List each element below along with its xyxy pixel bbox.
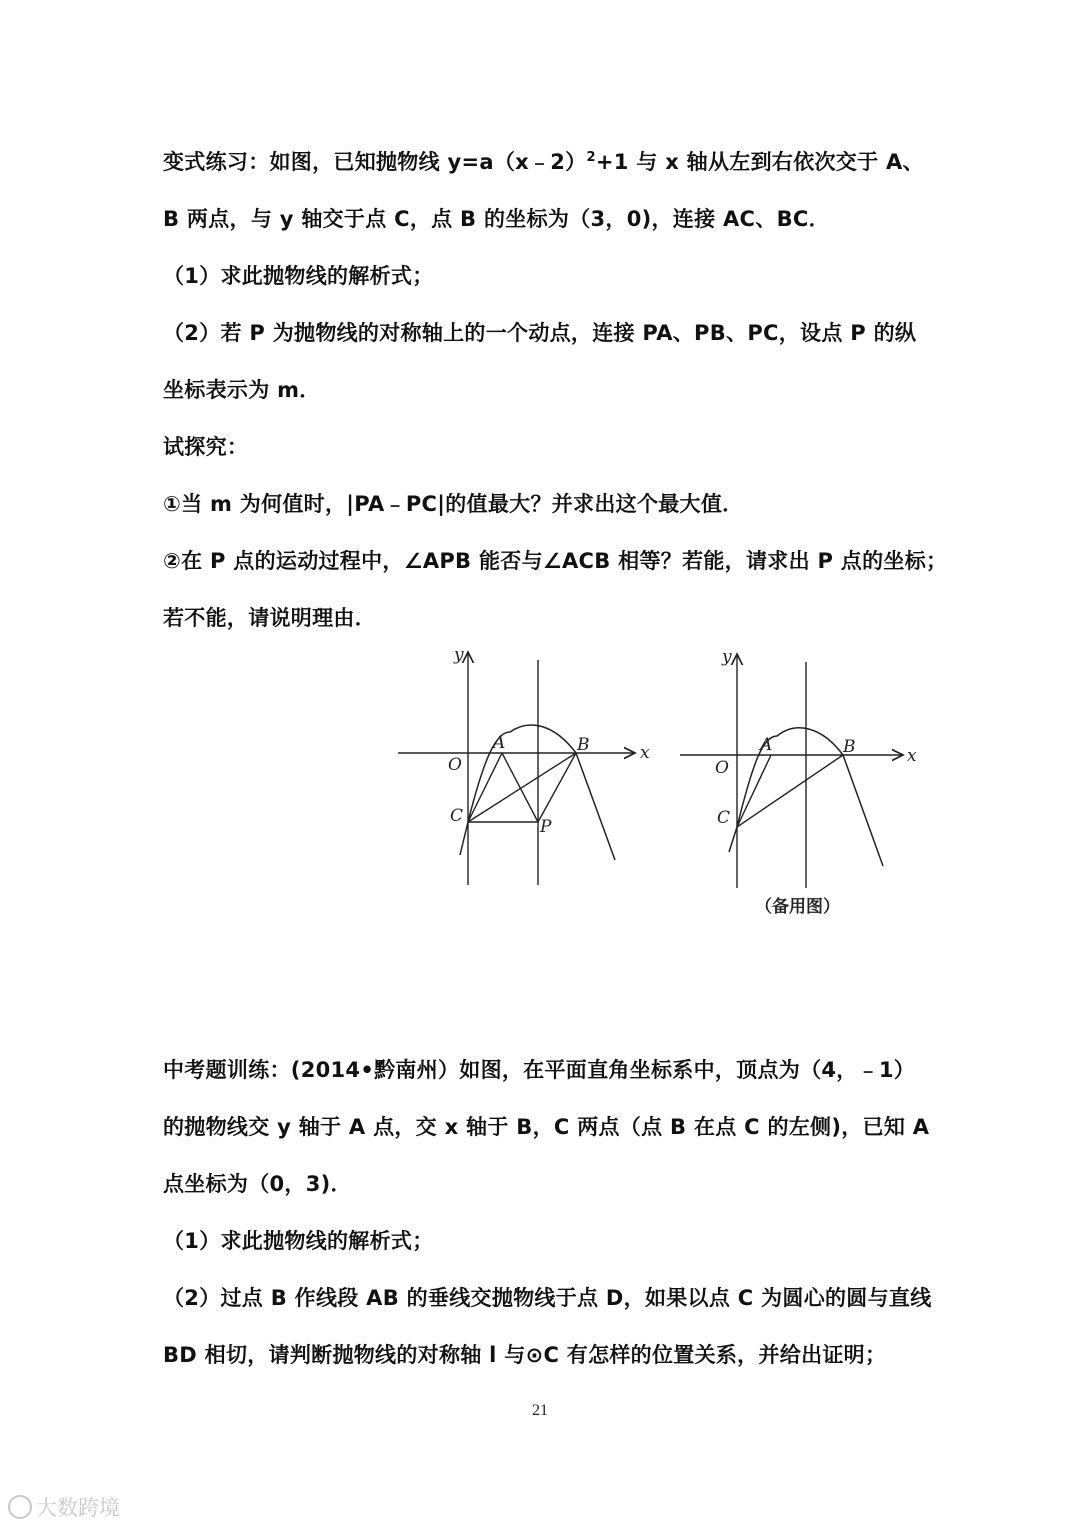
label-y: y bbox=[454, 645, 464, 665]
label-o: O bbox=[715, 758, 729, 778]
parabola-figure-spare bbox=[665, 640, 925, 894]
label-p: P bbox=[540, 817, 552, 837]
exam-line-2: 的抛物线交 y 轴于 A 点，交 x 轴于 B，C 两点（点 B 在点 C 的左侧)，已知 A bbox=[163, 1115, 930, 1139]
explore-heading: 试探究： bbox=[163, 435, 249, 459]
label-y: y bbox=[722, 647, 732, 667]
exam-question-1: （1）求此抛物线的解析式； bbox=[163, 1229, 434, 1253]
page-number: 21 bbox=[532, 1402, 548, 1419]
label-x: x bbox=[640, 743, 650, 763]
label-c: C bbox=[450, 806, 464, 826]
label-b: B bbox=[843, 737, 856, 757]
exam-line-3: 点坐标为（0，3)． bbox=[163, 1172, 352, 1196]
watermark-logo-icon bbox=[8, 1495, 32, 1519]
exercise-line-1: 变式练习：如图，已知抛物线 y=a（x﹣2）$^2$+1 与 x 轴从左到右依次交于 A、 bbox=[163, 150, 924, 174]
figure-spare-svg bbox=[665, 640, 925, 890]
sub-question-2-line-1: ②在 P 点的运动过程中，∠APB 能否与∠ACB 相等？若能，请求出 P 点的坐标； bbox=[163, 549, 948, 573]
exam-line-1: 中考题训练：(2014•黔南州）如图，在平面直角坐标系中，顶点为（4，﹣1） bbox=[163, 1058, 916, 1082]
watermark bbox=[8, 1492, 120, 1522]
sub-question-1: ①当 m 为何值时，|PA﹣PC|的值最大？并求出这个最大值． bbox=[163, 492, 744, 516]
segment-bc bbox=[737, 755, 843, 827]
label-o: O bbox=[448, 755, 462, 775]
question-2-line-2: 坐标表示为 m． bbox=[163, 378, 321, 402]
watermark-text: 大数跨境 bbox=[36, 1496, 120, 1520]
segment-bp bbox=[538, 753, 576, 822]
label-x: x bbox=[907, 746, 917, 766]
label-a: A bbox=[493, 733, 506, 753]
exercise-line-2: B 两点，与 y 轴交于点 C，点 B 的坐标为（3，0)，连接 AC、BC． bbox=[163, 207, 830, 231]
question-2-line-1: （2）若 P 为抛物线的对称轴上的一个动点，连接 PA、PB、PC，设点 P 的纵 bbox=[163, 321, 917, 345]
figure-main-svg bbox=[380, 640, 670, 900]
figure-caption: （备用图） bbox=[755, 897, 840, 917]
question-1: （1）求此抛物线的解析式； bbox=[163, 264, 434, 288]
sub-question-2-line-2: 若不能，请说明理由． bbox=[163, 606, 376, 630]
label-a: A bbox=[760, 735, 773, 755]
label-b: B bbox=[577, 735, 590, 755]
segment-ap bbox=[502, 753, 538, 822]
label-c: C bbox=[717, 808, 731, 828]
parabola-figure-main bbox=[380, 640, 670, 904]
exam-question-2-line-2: BD 相切，请判断抛物线的对称轴 l 与⊙C 有怎样的位置关系，并给出证明； bbox=[163, 1343, 887, 1367]
segment-bc bbox=[468, 753, 576, 822]
exam-question-2-line-1: （2）过点 B 作线段 AB 的垂线交抛物线于点 D，如果以点 C 为圆心的圆与直线 bbox=[163, 1286, 932, 1310]
